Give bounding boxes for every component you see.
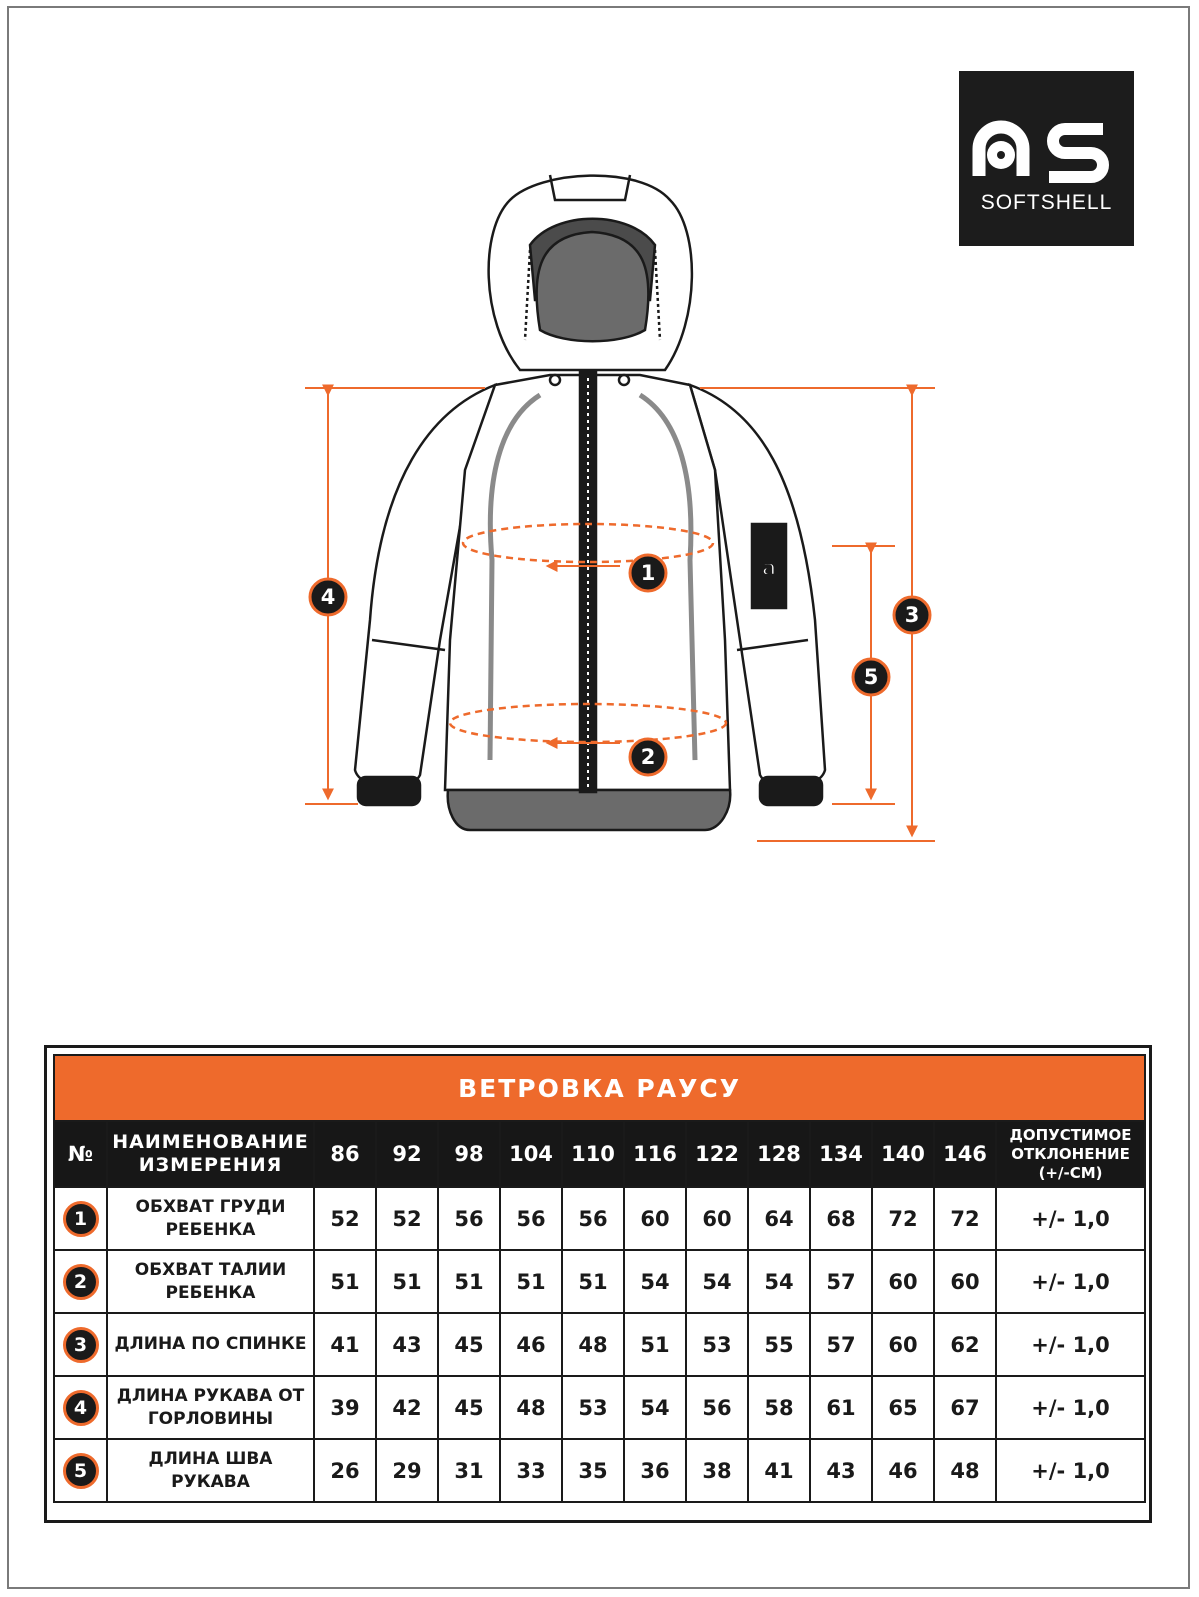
header-size: 86 [314,1121,376,1187]
value-cell: 51 [562,1250,624,1313]
value-cell: 31 [438,1439,500,1502]
value-cell: 51 [376,1250,438,1313]
value-cell: 51 [500,1250,562,1313]
row-name [107,1187,314,1250]
value-cell: 54 [624,1250,686,1313]
value-cell: 62 [934,1313,996,1376]
row-name-line1: ОБХВАТ ТАЛИИ [134,1259,287,1280]
value-cell: 72 [934,1187,996,1250]
value-cell: 41 [314,1313,376,1376]
row-name-line1: ДЛИНА РУКАВА ОТ [116,1385,305,1406]
svg-text:3: 3 [904,603,920,627]
header-size: 116 [624,1121,686,1187]
value-cell: 56 [562,1187,624,1250]
marker-2 [630,739,666,775]
row-number-cell [54,1439,107,1502]
value-cell: 57 [810,1313,872,1376]
jacket-body [355,372,825,830]
row-number-cell [54,1313,107,1376]
row-name [107,1376,314,1439]
jacket-hood [489,175,692,370]
tolerance-cell: +/- 1,0 [996,1313,1145,1376]
header-tolerance-line1: ДОПУСТИМОЕ [1009,1125,1132,1144]
marker-5 [853,659,889,695]
value-cell: 53 [686,1313,748,1376]
value-cell: 52 [376,1187,438,1250]
value-cell: 68 [810,1187,872,1250]
value-cell: 46 [500,1313,562,1376]
header-size: 122 [686,1121,748,1187]
value-cell: 29 [376,1439,438,1502]
svg-text:4: 4 [320,585,336,609]
value-cell: 53 [562,1376,624,1439]
marker-3 [894,597,930,633]
tolerance-cell: +/- 1,0 [996,1439,1145,1502]
row-name-line2: РЕБЕНКА [165,1219,256,1240]
row-number-badge: 5 [63,1453,99,1489]
value-cell: 55 [748,1313,810,1376]
row-name [107,1313,314,1376]
logo-subtitle: SOFTSHELL [980,191,1113,214]
value-cell: 38 [686,1439,748,1502]
row-number-badge: 1 [63,1201,99,1237]
header-size: 134 [810,1121,872,1187]
value-cell: 58 [748,1376,810,1439]
table-header-row [54,1121,1145,1187]
row-name [107,1439,314,1502]
row-name-line1: ДЛИНА ПО СПИНКЕ [114,1334,307,1354]
tolerance-cell: +/- 1,0 [996,1187,1145,1250]
value-cell: 45 [438,1313,500,1376]
value-cell: 48 [934,1439,996,1502]
value-cell: 43 [810,1439,872,1502]
value-cell: 51 [624,1313,686,1376]
table-row [54,1439,1145,1502]
value-cell: 54 [686,1250,748,1313]
value-cell: 26 [314,1439,376,1502]
header-name-line1: НАИМЕНОВАНИЕ [112,1131,309,1153]
value-cell: 60 [624,1187,686,1250]
row-number-badge: 3 [63,1327,99,1363]
row-name [107,1250,314,1313]
value-cell: 60 [686,1187,748,1250]
tolerance-cell: +/- 1,0 [996,1250,1145,1313]
header-size: 104 [500,1121,562,1187]
header-number: № [54,1121,107,1187]
value-cell: 42 [376,1376,438,1439]
header-tolerance-line2: ОТКЛОНЕНИЕ [1011,1144,1130,1163]
value-cell: 35 [562,1439,624,1502]
row-number-badge: 4 [63,1390,99,1426]
header-tolerance [996,1121,1145,1187]
header-tolerance-line3: (+/-СМ) [1038,1163,1103,1182]
row-number-badge: 2 [63,1264,99,1300]
value-cell: 60 [934,1250,996,1313]
value-cell: 56 [500,1187,562,1250]
value-cell: 48 [562,1313,624,1376]
value-cell: 57 [810,1250,872,1313]
value-cell: 56 [686,1376,748,1439]
value-cell: 46 [872,1439,934,1502]
header-size: 92 [376,1121,438,1187]
row-name-line1: ОБХВАТ ГРУДИ [135,1196,286,1217]
row-name-line1: ДЛИНА ШВА РУКАВА [148,1448,273,1492]
value-cell: 33 [500,1439,562,1502]
table-title: ВЕТРОВКА РАУСУ [54,1055,1145,1121]
value-cell: 61 [810,1376,872,1439]
value-cell: 60 [872,1250,934,1313]
marker-1 [630,555,666,591]
value-cell: 48 [500,1376,562,1439]
svg-text:2: 2 [640,745,656,769]
row-number-cell [54,1250,107,1313]
table-row [54,1187,1145,1250]
value-cell: 43 [376,1313,438,1376]
header-size: 146 [934,1121,996,1187]
marker-4 [310,579,346,615]
svg-text:1: 1 [640,561,656,585]
header-size: 110 [562,1121,624,1187]
value-cell: 45 [438,1376,500,1439]
header-size: 98 [438,1121,500,1187]
header-name-line2: ИЗМЕРЕНИЯ [138,1154,283,1176]
size-table [53,1054,1146,1503]
row-number-cell [54,1187,107,1250]
value-cell: 39 [314,1376,376,1439]
value-cell: 65 [872,1376,934,1439]
value-cell: 52 [314,1187,376,1250]
row-number-cell [54,1376,107,1439]
value-cell: 51 [314,1250,376,1313]
svg-text:a: a [761,556,777,581]
row-name-line2: ГОРЛОВИНЫ [147,1408,274,1429]
table-row [54,1250,1145,1313]
table-row [54,1376,1145,1439]
value-cell: 54 [748,1250,810,1313]
value-cell: 56 [438,1187,500,1250]
table-row [54,1313,1145,1376]
tolerance-cell: +/- 1,0 [996,1376,1145,1439]
header-size: 128 [748,1121,810,1187]
value-cell: 64 [748,1187,810,1250]
svg-text:5: 5 [863,665,879,689]
value-cell: 41 [748,1439,810,1502]
header-name [107,1121,314,1187]
row-name-line2: РЕБЕНКА [165,1282,256,1303]
value-cell: 67 [934,1376,996,1439]
value-cell: 72 [872,1187,934,1250]
value-cell: 36 [624,1439,686,1502]
value-cell: 54 [624,1376,686,1439]
value-cell: 51 [438,1250,500,1313]
header-size: 140 [872,1121,934,1187]
value-cell: 60 [872,1313,934,1376]
